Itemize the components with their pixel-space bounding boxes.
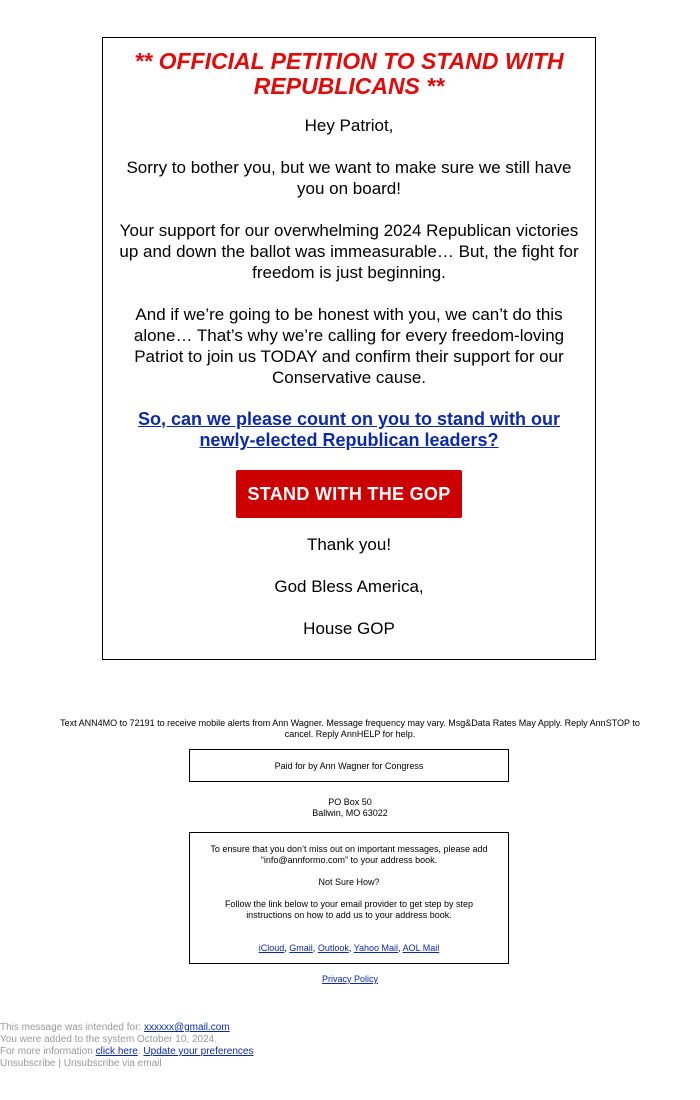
bottom-notice [0, 1022, 253, 1070]
icloud-link[interactable]: iCloud [258, 943, 285, 953]
mailing-address [0, 797, 700, 819]
safelist-box [189, 832, 509, 964]
sms-notice: Text ANN4MO to 72191 to receive mobile alerts from Ann Wagner. Message frequency may vary. Msg&Data Rates May Apply. Reply AnnSTOP to cancel. Reply AnnHELP for help. [60, 718, 640, 739]
email-headline: ** OFFICIAL PETITION TO STAND WITH REPUBLICANS ** [134, 48, 564, 99]
not-sure-text: Not Sure How? [318, 877, 380, 887]
yahoo-mail-link[interactable]: Yahoo Mail [353, 943, 399, 953]
added-text: You were added to the system October 10, 2024. [0, 1034, 217, 1045]
intended-email-link[interactable]: xxxxxx@gmail.com [143, 1022, 230, 1033]
paragraph-1: Sorry to bother you, but we want to make sure we still have you on board! [126, 158, 572, 198]
privacy-row [0, 974, 700, 985]
thank-you-text: Thank you! [306, 535, 392, 554]
separator: | [58, 1058, 61, 1069]
more-info-label: For more information [0, 1046, 93, 1057]
provider-links: iCloud, Gmail, Outlook, Yahoo Mail, AOL Mail [258, 943, 440, 953]
intended-line [0, 1022, 253, 1034]
address-line-1: PO Box 50 [328, 797, 372, 807]
stand-with-gop-button[interactable]: STAND WITH THE GOP [236, 470, 461, 518]
outlook-link[interactable]: Outlook [317, 943, 349, 953]
paragraph-2: Your support for our overwhelming 2024 Republican victories up and down the ballot was immeasurable… But, the fight for freedom is just beginning. [119, 221, 579, 282]
unsubscribe-line [0, 1058, 253, 1070]
safelist-text: To ensure that you don’t miss out on important messages, please add “info@annformo.com” to your address book. [210, 844, 488, 865]
paid-for-text: Paid for by Ann Wagner for Congress [274, 761, 424, 771]
update-preferences-link[interactable]: Update your preferences [143, 1046, 254, 1057]
paid-for-box [189, 749, 509, 782]
blessing-text: God Bless America, [274, 577, 424, 596]
more-info-line: For more information click here. Update your preferences [0, 1046, 254, 1057]
address-line-2: Ballwin, MO 63022 [312, 808, 388, 818]
email-body [102, 37, 596, 660]
follow-text: Follow the link below to your email provider to get step by step instructions on how to add us to your address book. [224, 899, 474, 920]
click-here-link[interactable]: click here [95, 1046, 138, 1057]
aol-mail-link[interactable]: AOL Mail [402, 943, 440, 953]
unsubscribe-link[interactable]: Unsubscribe [0, 1058, 56, 1069]
greeting: Hey Patriot, [304, 116, 394, 135]
privacy-policy-link[interactable]: Privacy Policy [321, 974, 378, 984]
gmail-link[interactable]: Gmail [289, 943, 313, 953]
unsubscribe-email-link[interactable]: Unsubscribe via email [63, 1058, 162, 1069]
intended-label: This message was intended for: [0, 1022, 142, 1033]
signature: House GOP [303, 619, 395, 638]
paragraph-3: And if we’re going to be honest with you, we can’t do this alone… That’s why we’re calling for every freedom-loving Patriot to join us TODAY and confirm their support for our Conservative cause. [133, 305, 565, 387]
cta-link[interactable]: So, can we please count on you to stand with our newly-elected Republican leaders? [137, 409, 561, 450]
